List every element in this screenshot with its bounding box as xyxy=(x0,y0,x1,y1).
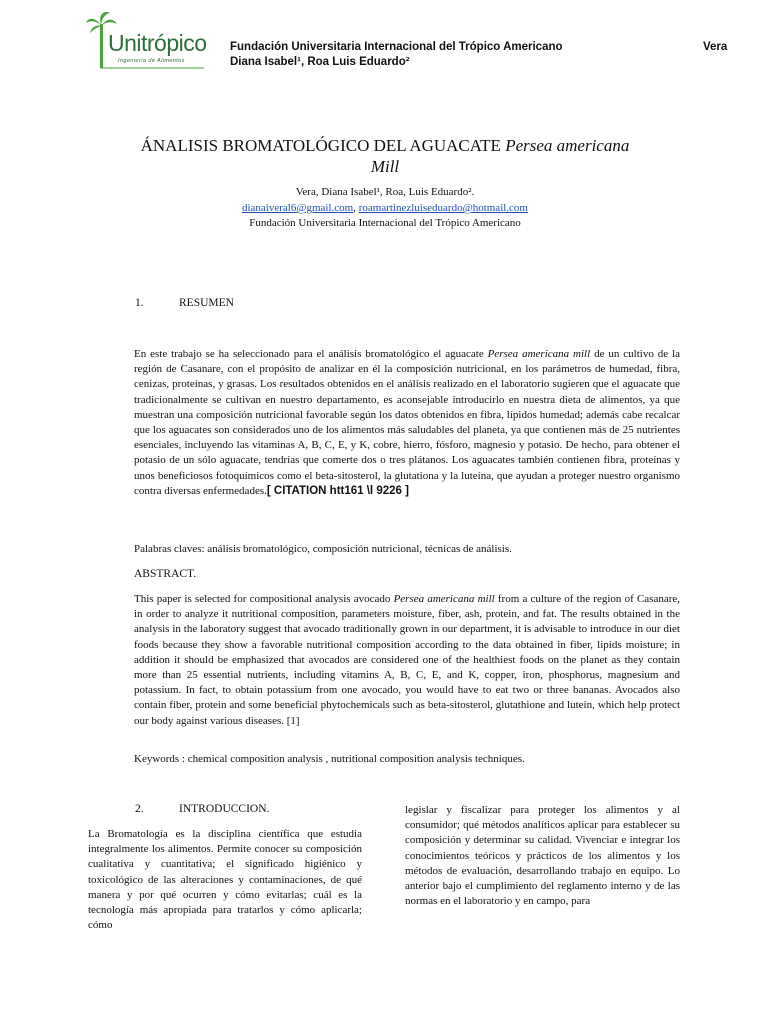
keywords-en: Keywords : chemical composition analysis , nutritional composition analysis techniques. xyxy=(134,753,525,765)
abstract-species: Persea americana mill xyxy=(393,593,495,605)
resumen-species: Persea americana mill xyxy=(487,348,591,360)
email-separator: , xyxy=(353,202,359,214)
header-authors: Diana Isabel¹, Roa Luis Eduardo² xyxy=(230,56,410,68)
abstract-heading: ABSTRACT. xyxy=(134,568,197,580)
abstract-text-1: This paper is selected for compositional analysis avocado xyxy=(134,593,394,605)
author-emails xyxy=(140,202,630,214)
section-heading-introduccion xyxy=(135,803,335,817)
intro-column-right: legislar y fiscalizar para proteger los alimentos y al consumidor; qué métodos analíticos aplicar para establecer su composición y determinar su calidad. Vivenciar e integrar los conocimientos teóricos y prácticos de los alimentos y los métodos de evaluación, desarrollando trabajo en equipo. Lo anterior bajo el cumplimiento del reglamento interno y de las normas en el laboratorio y en campo, para xyxy=(405,804,680,908)
title-species: Persea americana Mill xyxy=(370,136,630,176)
resumen-text-1: En este trabajo se ha seleccionado para el análisis bromatológico el aguacate xyxy=(134,348,488,360)
email-link-1[interactable]: dianaiveral6@gmail.com xyxy=(241,202,354,214)
paper-authors: Vera, Diana Isabel¹, Roa, Luis Eduardo². xyxy=(295,186,475,198)
title-main: ÁNALISIS BROMATOLÓGICO DEL AGUACATE xyxy=(140,136,506,155)
email-link-2[interactable]: roamartinezluiseduardo@hotmail.com xyxy=(358,202,528,214)
header-institution: Fundación Universitaria Internacional del Trópico Americano xyxy=(230,41,563,53)
resumen-text-2: de un cultivo de la región de Casanare, con el propósito de analizar en él la composición nutricional, en los parámetros de humedad, fibra, cenizas, proteínas, y grasas. Los resultados obtenidos en el análisis realizado en el laboratorio sugieren que el aguacate que tradicionalmente se cultivan en nuestro departamento, es aconsejable introducirlo en nuestra dieta de alimentos, ya que muestran una composición nutricional favorable según los datos obtenidos en fibra, lípidos humedad; además cabe recalcar que los aguacates son considerados uno de los alimentos más saludables del planeta, ya que contienen más de 25 nutrientes esenciales, incluyendo las vitaminas A, B, C, E, y K, cobre, hierro, fósforo, magnesio y potasio. De hecho, para obtener el potasio de un sólo aguacate, tendrías que comerte dos o tres plátanos. Los aguacates también contienen fibra, proteínas y unos beneficiosos fotoquímicos como el beta-sitosterol, la glutationa y la luteína, que ayudan a proteger nuestro organismo contra diversas enfermedades. xyxy=(134,348,681,497)
citation-field: [ CITATION htt161 \l 9226 ] xyxy=(266,484,409,497)
intro-column-left: La Bromatología es la disciplina científica que estudia integralmente los alimentos. Permite conocer su composición cualitativa y cuantitativa; el significado higiénico y toxicológico de las alteraciones y contaminaciones, de qué manera y por qué ocurren y cómo evitarlas; cuál es la tecnología más apropiada para tratarlos y cómo aplicarla; cómo xyxy=(88,828,362,932)
paper-title xyxy=(140,135,630,177)
section-number: 2. xyxy=(135,803,144,815)
logo-subtitle: Ingeniería de Alimentos xyxy=(118,58,185,64)
keywords-es: Palabras claves: análisis bromatológico, composición nutricional, técnicas de análisis. xyxy=(134,543,512,555)
abstract-paragraph xyxy=(134,592,680,729)
resumen-paragraph xyxy=(134,347,680,499)
section-heading-resumen xyxy=(135,297,335,311)
section-number: 1. xyxy=(135,297,144,309)
section-label: INTRODUCCION. xyxy=(179,803,270,815)
section-label: RESUMEN xyxy=(179,297,234,309)
abstract-text-2: from a culture of the region of Casanare, in order to analyze it nutritional composition, parameters moisture, fiber, ash, protein, and fat. The results obtained in the analysis in the laboratory suggest that avocado traditionally grown in our department, it is advisable to introduce in our diet foods because they show a favorable nutritional composition according to the data obtained in fiber, lipids moisture; in addition it should be emphasized that avocados are considered one of the healthiest foods on the planet as they contain more than 25 essential nutrients, including vitamins A, B, C, E, and K, copper, iron, phosphorus, magnesium and potassium. In fact, to obtain potassium from one avocado, you would have to eat two or three bananas. Avocados also contain fiber, protein and some beneficial phytochemicals such as beta-sitosterol, glutathione and lutein, which help protect our body against various diseases. [1] xyxy=(134,593,681,727)
logo-text: Unitrópico xyxy=(108,30,207,56)
affiliation: Fundación Universitaria Internacional del Trópico Americano xyxy=(249,217,521,229)
header-running-author: Vera xyxy=(703,41,728,53)
